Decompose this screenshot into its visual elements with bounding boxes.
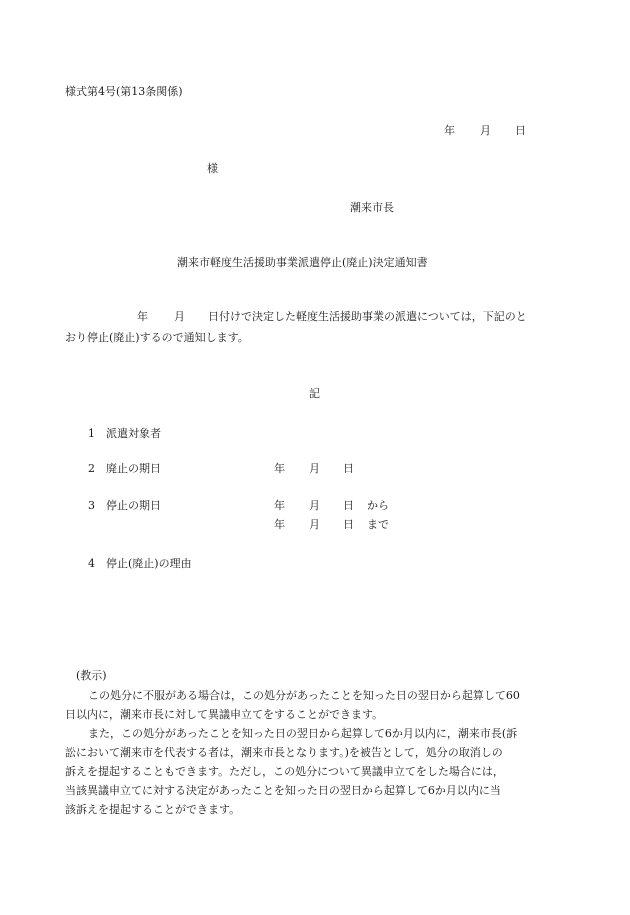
- item4-label: 停止(廃止)の理由: [106, 557, 192, 570]
- item3-from-month: 月: [309, 499, 320, 512]
- body-date-month: 月: [174, 310, 185, 323]
- item3-from-year: 年: [274, 499, 285, 512]
- item2-year: 年: [274, 462, 285, 475]
- item3-to-day: 日: [343, 518, 354, 531]
- item1-label: 派遣対象者: [106, 427, 161, 440]
- header-date-day: 日: [515, 124, 526, 137]
- notice-p1-line2: 日以内に，潮来市長に対して異議申立てをすることができます。: [65, 708, 384, 721]
- body-text-line2: おり停止(廃止)するので通知します。: [65, 331, 249, 344]
- body-text-line1: 日付けで決定した軽度生活援助事業の派遣については，下記のと: [208, 310, 527, 323]
- item3-to-month: 月: [309, 518, 320, 531]
- item2-day: 日: [343, 462, 354, 475]
- item2-number: 2: [88, 462, 95, 475]
- ki-label: 記: [309, 387, 320, 400]
- notice-p1-line1: この処分に不服がある場合は，この処分があったことを知った日の翌日から起算して60: [88, 689, 520, 702]
- item3-from-suffix: から: [367, 499, 389, 512]
- item3-to-year: 年: [274, 518, 285, 531]
- notice-p2-line2: 訟において潮来市を代表する者は，潮来市長となります。)を被告として，処分の取消しの: [65, 746, 503, 759]
- header-date-year: 年: [444, 124, 455, 137]
- item3-to-suffix: まで: [367, 518, 389, 531]
- document-title: 潮来市軽度生活援助事業派遣停止(廃止)決定通知書: [177, 256, 428, 269]
- item3-from-day: 日: [343, 499, 354, 512]
- notice-heading: (教示): [76, 669, 107, 682]
- notice-p2-line5: 該訴えを提起することができます。: [65, 803, 241, 816]
- form-number: 様式第4号(第13条関係): [65, 85, 183, 98]
- addressee-honorific: 様: [207, 162, 218, 175]
- notice-p2-line4: 当該異議申立てに対する決定があったことを知った日の翌日から起算して6か月以内に当: [65, 784, 501, 797]
- item3-label: 停止の期日: [106, 499, 161, 512]
- item3-number: 3: [88, 499, 95, 512]
- issuer: 潮来市長: [350, 201, 394, 214]
- notice-p2-line3: 訴えを提起することもできます。ただし，この処分について異議申立てをした場合には，: [65, 765, 504, 778]
- item1-number: 1: [88, 427, 95, 440]
- item2-label: 廃止の期日: [106, 462, 161, 475]
- header-date: [444, 125, 455, 136]
- item4-number: 4: [88, 557, 95, 570]
- body-date-year: 年: [137, 310, 148, 323]
- header-date-month: 月: [480, 124, 491, 137]
- item2-month: 月: [309, 462, 320, 475]
- notice-p2-line1: また，この処分があったことを知った日の翌日から起算して6か月以内に，潮来市長(訴: [88, 727, 518, 740]
